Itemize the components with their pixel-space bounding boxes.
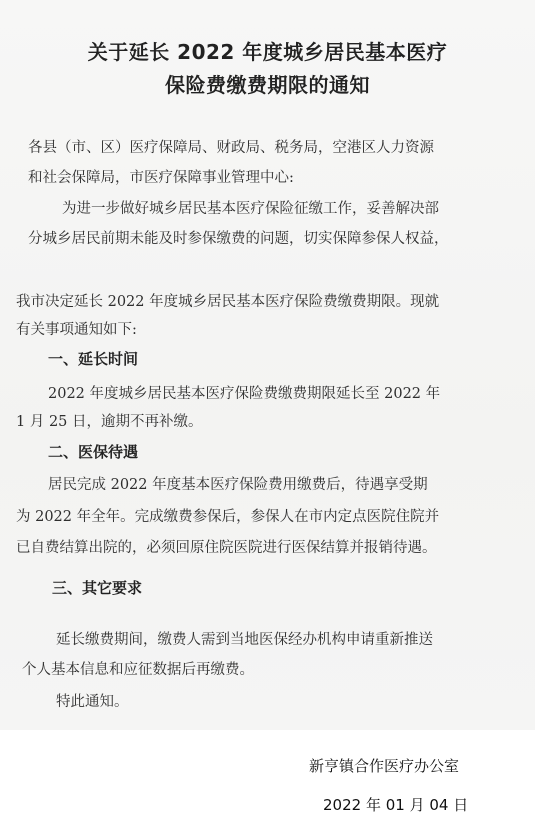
recipients-line1: 各县（市、区）医疗保障局、财政局、税务局，空港区人力资源 xyxy=(28,140,434,156)
intro-line4: 有关事项通知如下: xyxy=(16,322,137,338)
section3-line2: 个人基本信息和应征数据后再缴费。 xyxy=(22,662,254,678)
section2-line2: 为 2022 年全年。完成缴费参保后，参保人在市内定点医院住院并 xyxy=(16,509,440,525)
section1-line1: 2022 年度城乡居民基本医疗保险费缴费期限延长至 2022 年 xyxy=(48,386,441,402)
section-heading-other: 三、其它要求 xyxy=(52,579,143,597)
section1-line2: 1 月 25 日，逾期不再补缴。 xyxy=(16,414,203,430)
section3-line1: 延长缴费期间，缴费人需到当地医保经办机构申请重新推送 xyxy=(56,632,433,648)
signature-office: 新亨镇合作医疗办公室 xyxy=(309,757,460,775)
closing-line: 特此通知。 xyxy=(56,694,129,710)
intro-line3: 我市决定延长 2022 年度城乡居民基本医疗保险费缴费期限。现就 xyxy=(16,294,440,310)
section2-line1: 居民完成 2022 年度基本医疗保险费用缴费后，待遇享受期 xyxy=(48,477,428,493)
intro-line2: 分城乡居民前期未能及时参保缴费的问题，切实保障参保人权益， xyxy=(28,231,449,247)
section2-line3: 已自费结算出院的，必须回原住院医院进行医保结算并报销待遇。 xyxy=(16,540,437,556)
signature-area xyxy=(0,730,535,826)
signature-date: 2022 年 01 月 04 日 xyxy=(323,796,469,814)
notice-title-line1: 关于延长 2022 年度城乡居民基本医疗 xyxy=(87,40,448,64)
intro-line1: 为进一步做好城乡居民基本医疗保险征缴工作，妥善解决部 xyxy=(62,201,439,217)
section-heading-benefits: 二、医保待遇 xyxy=(48,443,139,461)
section-heading-extend-time: 一、延长时间 xyxy=(48,350,139,368)
recipients-line2: 和社会保障局，市医疗保障事业管理中心: xyxy=(28,170,294,186)
notice-title-line2: 保险费缴费期限的通知 xyxy=(165,73,370,97)
